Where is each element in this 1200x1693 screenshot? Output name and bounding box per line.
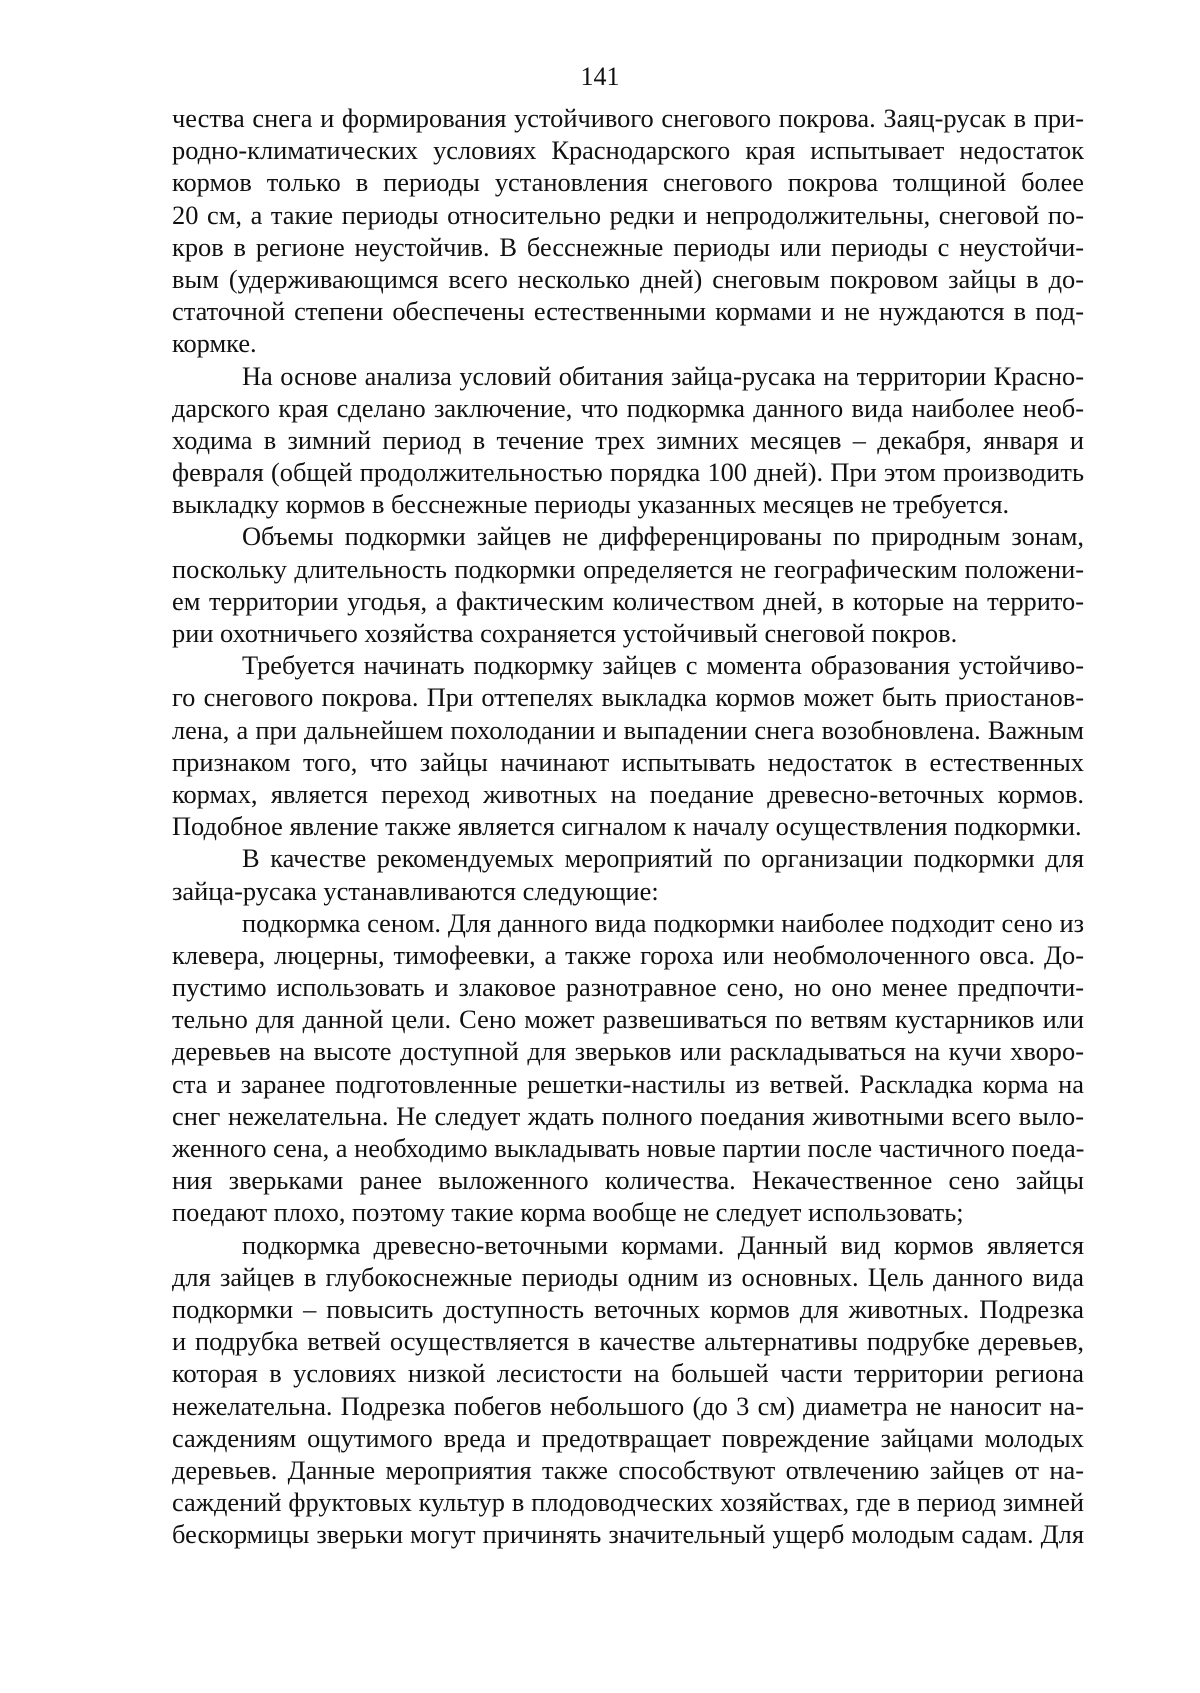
text-line: тельно для данной цели. Сено может развешиваться по ветвям кустарников или — [172, 1004, 1084, 1035]
text-line: Подобное явление также является сигналом к началу осуществления подкормки. — [172, 811, 1082, 842]
text-line: для зайцев в глубокоснежные периоды одним из основных. Цель данного вида — [172, 1261, 1084, 1292]
text-line: саждениям ощутимого вреда и предотвращает повреждение зайцами молодых — [172, 1422, 1084, 1453]
text-line: подкормка древесно-веточными кормами. Данный вид кормов является — [242, 1229, 1084, 1260]
text-line: кров в регионе неустойчив. В бесснежные периоды или периоды с неустойчи- — [172, 231, 1084, 262]
text-line: клевера, люцерны, тимофеевки, а также гороха или необмолоченного овса. До- — [172, 939, 1084, 970]
text-line: кормов только в периоды установления снегового покрова толщиной более — [172, 167, 1084, 198]
text-line: поскольку длительность подкормки определяется не географическим положени- — [172, 553, 1084, 584]
text-line: ния зверьками ранее выложенного количества. Некачественное сено зайцы — [172, 1165, 1084, 1196]
text-line: На основе анализа условий обитания зайца-русака на территории Красно- — [242, 360, 1084, 391]
text-line: статочной степени обеспечены естественными кормами и не нуждаются в под- — [172, 296, 1084, 327]
text-line: 20 см, а такие периоды относительно редки и непродолжительны, снеговой по- — [172, 199, 1084, 230]
text-line: деревьев на высоте доступной для зверьков или раскладываться на кучи хворо- — [172, 1036, 1084, 1067]
text-line: подкормка сеном. Для данного вида подкормки наиболее подходит сено из — [242, 907, 1084, 938]
text-line: бескормицы зверьки могут причинять значительный ущерб молодым садам. Для — [172, 1519, 1084, 1550]
text-line: родно-климатических условиях Краснодарского края испытывает недостаток — [172, 135, 1084, 166]
text-line: дарского края сделано заключение, что подкормка данного вида наиболее необ- — [172, 392, 1084, 423]
text-line: чества снега и формирования устойчивого снегового покрова. Заяц-русак в при- — [172, 103, 1084, 133]
text-line: рии охотничьего хозяйства сохраняется устойчивый снеговой покров. — [172, 618, 958, 648]
text-line: кормах, является переход животных на поедание древесно-веточных кормов. — [172, 778, 1084, 809]
page-number: 141 — [580, 62, 620, 91]
text-line: ходима в зимний период в течение трех зимних месяцев – декабря, января и — [172, 424, 1084, 455]
text-line: го снегового покрова. При оттепелях выкладка кормов может быть приостанов- — [172, 682, 1084, 713]
body-text — [172, 102, 1084, 1550]
text-line: выкладку кормов в бесснежные периоды указанных месяцев не требуется. — [172, 489, 1010, 520]
text-line: снег нежелательна. Не следует ждать полного поедания животными всего выло- — [172, 1100, 1084, 1131]
text-line: поедают плохо, поэтому такие корма вообще не следует использовать; — [172, 1197, 964, 1228]
text-line: Объемы подкормки зайцев не дифференцированы по природным зонам, — [242, 521, 1084, 552]
text-line: саждений фруктовых культур в плодоводческих хозяйствах, где в период зимней — [172, 1487, 1084, 1518]
text-line: В качестве рекомендуемых мероприятий по организации подкормки для — [242, 843, 1084, 874]
text-line: женного сена, а необходимо выкладывать новые партии после частичного поеда- — [172, 1133, 1085, 1163]
text-line: кормке. — [172, 328, 257, 359]
text-line: деревьев. Данные мероприятия также способствуют отвлечению зайцев от на- — [172, 1454, 1084, 1485]
text-line: вым (удерживающимся всего несколько дней) снеговым покровом зайцы в до- — [172, 263, 1084, 294]
text-line: подкормки – повысить доступность веточных кормов для животных. Подрезка — [172, 1293, 1084, 1324]
text-line: и подрубка ветвей осуществляется в качестве альтернативы подрубке деревьев, — [172, 1326, 1084, 1357]
text-line: лена, а при дальнейшем похолодании и выпадении снега возобновлена. Важным — [172, 714, 1084, 745]
text-line: нежелательна. Подрезка побегов небольшого (до 3 см) диаметра не наносит на- — [172, 1390, 1084, 1421]
text-line: февраля (общей продолжительностью порядка 100 дней). При этом производить — [172, 457, 1084, 488]
text-line: ста и заранее подготовленные решетки-настилы из ветвей. Раскладка корма на — [172, 1068, 1084, 1099]
text-line: Требуется начинать подкормку зайцев с момента образования устойчиво- — [242, 650, 1084, 681]
text-line: признаком того, что зайцы начинают испытывать недостаток в естественных — [172, 746, 1084, 777]
text-line: которая в условиях низкой лесистости на большей части территории региона — [172, 1358, 1084, 1389]
text-line: ем территории угодья, а фактическим количеством дней, в которые на террито- — [172, 585, 1084, 616]
text-line: зайца-русака устанавливаются следующие: — [172, 875, 659, 906]
text-line: пустимо использовать и злаковое разнотравное сено, но оно менее предпочти- — [172, 972, 1084, 1003]
